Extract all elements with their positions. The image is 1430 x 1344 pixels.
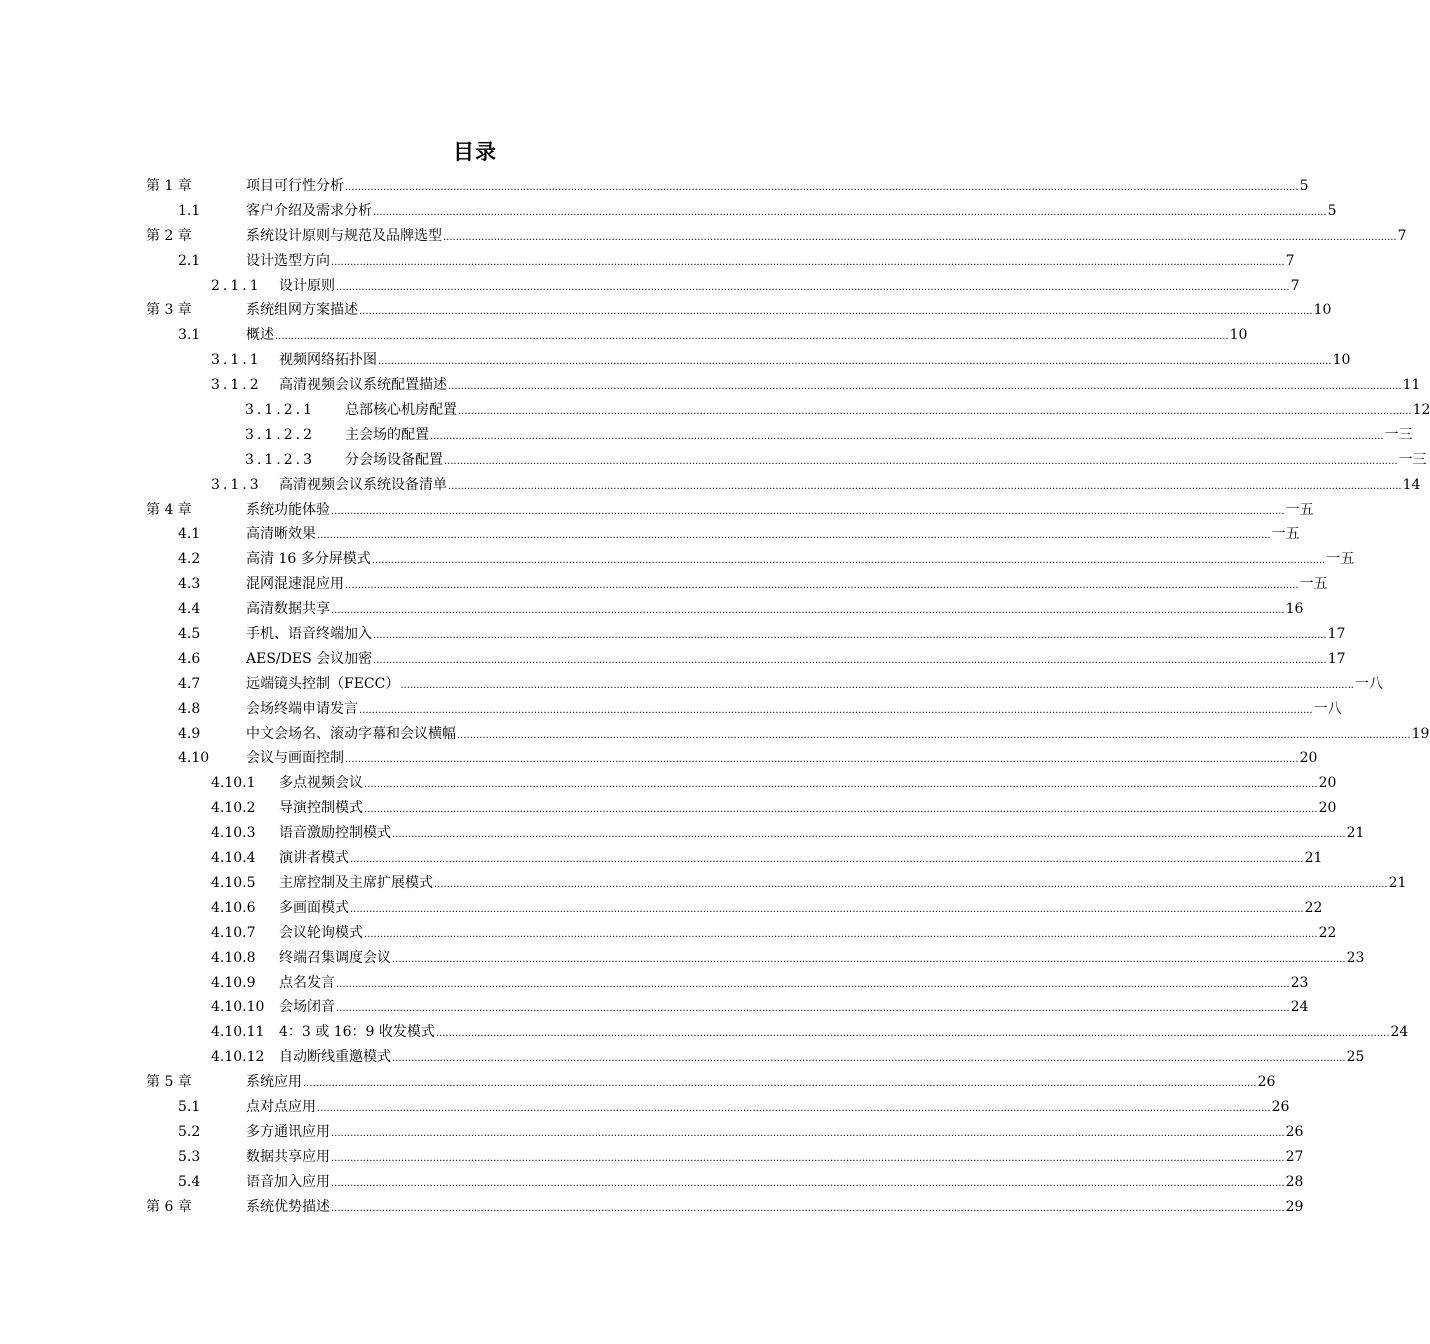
toc-entry-number: 2.1 (178, 252, 201, 269)
toc-entry-number: 5.2 (178, 1123, 201, 1140)
toc-entry-title: 项目可行性分析 (246, 178, 344, 194)
toc-entry-title: 系统优势描述 (246, 1198, 330, 1215)
toc-entry-page: 28 (1285, 1173, 1304, 1190)
toc-entry-number: 4.10.5 (211, 874, 256, 891)
dot-leader: ............................................................................................................................................................................................................................................................................................................ (458, 406, 1412, 418)
dot-leader: ............................................................................................................................................................................................................................................................................................................ (364, 804, 1318, 816)
dot-leader: ............................................................................................................................................................................................................................................................................................................ (350, 903, 1304, 915)
toc-entry-page: 17 (1327, 650, 1346, 667)
toc-entry[interactable] (0, 572, 1328, 597)
toc-entry-page: 17 (1327, 626, 1346, 643)
toc-entry[interactable] (0, 647, 1346, 672)
toc-entry-number: 4.10.4 (211, 850, 256, 867)
toc-entry-title: 语音加入应用 (246, 1173, 330, 1190)
dot-leader: ............................................................................................................................................................................................................................................................................................................ (336, 1003, 1290, 1015)
dot-leader: ............................................................................................................................................................................................................................................................................................................ (444, 455, 1398, 467)
dot-leader: ............................................................................................................................................................................................................................................................................................................ (345, 754, 1299, 766)
toc-entry-page: 7 (1290, 277, 1300, 294)
toc-entry-title: 高清数据共享 (246, 601, 330, 618)
dot-leader: ............................................................................................................................................................................................................................................................................................................ (443, 231, 1397, 243)
dot-leader: ............................................................................................................................................................................................................................................................................................................ (336, 978, 1290, 990)
toc-entry-line (246, 597, 1304, 624)
toc-entry-title: 会场闭音 (279, 999, 335, 1016)
toc-entry-page: 25 (1346, 1049, 1365, 1066)
toc-entry-number: 1.1 (178, 202, 201, 219)
toc-entry-page: 23 (1290, 974, 1309, 991)
toc-entry-title: 系统应用 (246, 1074, 302, 1091)
toc-entry-line (246, 522, 1300, 549)
toc-entry-title: 中文会场名、滚动字幕和会议横幅 (246, 725, 456, 742)
toc-entry[interactable] (0, 298, 1332, 323)
toc-entry-number: 4.3 (178, 576, 201, 593)
toc-entry-page: 一三 (1384, 426, 1413, 443)
toc-entry[interactable] (0, 498, 1314, 523)
toc-entry[interactable] (0, 423, 1413, 448)
dot-leader: ............................................................................................................................................................................................................................................................................................................ (364, 779, 1318, 791)
dot-leader: ............................................................................................................................................................................................................................................................................................................ (430, 430, 1384, 442)
toc-entry-line (345, 398, 1430, 425)
toc-entry-title: 高清 16 多分屏模式 (246, 551, 371, 568)
toc-entry-number: 3.1.2 (211, 377, 262, 394)
toc-entry[interactable] (0, 1195, 1304, 1220)
toc-entry-page: 一八 (1313, 700, 1342, 717)
dot-leader: ............................................................................................................................................................................................................................................................................................................ (331, 605, 1285, 617)
toc-entry-page: 21 (1388, 874, 1407, 891)
toc-entry-title: 客户介绍及需求分析 (246, 202, 372, 219)
toc-entry-line (279, 274, 1300, 301)
toc-entry-page: 一五 (1271, 526, 1300, 543)
toc-entry-number: 5.4 (178, 1173, 201, 1190)
toc-entry-line (279, 971, 1309, 998)
toc-entry[interactable] (0, 697, 1342, 722)
dot-leader: ............................................................................................................................................................................................................................................................................................................ (359, 306, 1313, 318)
toc-entry-line (246, 697, 1342, 724)
toc-entry-number: 4.10.7 (211, 924, 256, 941)
toc-entry[interactable] (0, 224, 1407, 249)
toc-entry-page: 5 (1299, 178, 1309, 194)
toc-entry-page: 一三 (1398, 451, 1427, 468)
toc-entry-title: 高清视频会议系统配置描述 (279, 377, 447, 394)
toc-entry-title: 点名发言 (279, 974, 335, 991)
toc-entry-number: 第 2 章 (146, 227, 192, 244)
toc-entry[interactable] (0, 473, 1421, 498)
dot-leader: ............................................................................................................................................................................................................................................................................................................ (371, 555, 1326, 567)
toc-entry-page: 27 (1285, 1148, 1304, 1165)
toc-entry-title: 自动断线重邀模式 (279, 1049, 391, 1066)
toc-entry-page: 10 (1313, 302, 1332, 319)
toc-entry-page: 7 (1285, 252, 1295, 269)
dot-leader: ............................................................................................................................................................................................................................................................................................................ (331, 1177, 1285, 1189)
dot-leader: ............................................................................................................................................................................................................................................................................................................ (331, 1152, 1285, 1164)
toc-entry[interactable] (0, 995, 1309, 1020)
toc-entry[interactable] (0, 672, 1383, 697)
dot-leader: ............................................................................................................................................................................................................................................................................................................ (345, 182, 1299, 193)
toc-entry-line (279, 846, 1323, 873)
toc-entry-page: 26 (1271, 1098, 1290, 1115)
toc-entry-line (279, 1020, 1409, 1047)
toc-entry-number: 4.4 (178, 601, 201, 618)
table-of-contents (0, 174, 1430, 1219)
toc-entry-line (246, 249, 1295, 276)
toc-entry[interactable] (0, 174, 1309, 199)
toc-entry-page: 一五 (1299, 576, 1328, 593)
dot-leader: ............................................................................................................................................................................................................................................................................................................ (350, 854, 1304, 866)
toc-entry-title: 概述 (246, 327, 274, 344)
toc-entry[interactable] (0, 547, 1355, 572)
dot-leader: ............................................................................................................................................................................................................................................................................................................ (359, 704, 1313, 716)
toc-entry-number: 4.9 (178, 725, 201, 742)
toc-entry[interactable] (0, 522, 1300, 547)
toc-entry-title: 语音激励控制模式 (279, 825, 391, 842)
dot-leader: ............................................................................................................................................................................................................................................................................................................ (317, 1102, 1271, 1114)
toc-entry[interactable] (0, 896, 1323, 921)
toc-entry-line (279, 373, 1421, 400)
dot-leader: ............................................................................................................................................................................................................................................................................................................ (392, 1053, 1346, 1065)
toc-entry-page: 19 (1411, 725, 1430, 742)
toc-entry-title: 总部核心机房配置 (345, 402, 457, 419)
toc-entry-number: 4.2 (178, 551, 201, 568)
toc-entry-line (246, 298, 1332, 325)
toc-entry-line (279, 473, 1421, 500)
toc-entry-number: 4.10.10 (211, 999, 265, 1016)
dot-leader: ............................................................................................................................................................................................................................................................................................................ (457, 729, 1411, 741)
dot-leader: ............................................................................................................................................................................................................................................................................................................ (373, 630, 1327, 642)
toc-entry-page: 20 (1318, 800, 1337, 817)
toc-entry-number: 3.1 (178, 327, 201, 344)
toc-entry[interactable] (0, 921, 1337, 946)
toc-entry-line (279, 821, 1365, 848)
toc-entry-title: 导演控制模式 (279, 800, 363, 817)
toc-entry-number: 4.6 (178, 650, 201, 667)
toc-entry-line (246, 672, 1383, 699)
toc-entry-number: 4.5 (178, 626, 201, 643)
toc-entry[interactable] (0, 348, 1351, 373)
dot-leader: ............................................................................................................................................................................................................................................................................................................ (392, 953, 1346, 965)
toc-entry-page: 23 (1346, 949, 1365, 966)
toc-entry-number: 第 1 章 (146, 178, 192, 194)
toc-entry-number: 3.1.1 (211, 352, 262, 369)
toc-entry[interactable] (0, 1095, 1290, 1120)
toc-entry[interactable] (0, 199, 1337, 224)
toc-entry-number: 4.1 (178, 526, 201, 543)
toc-entry-number: 4.10.12 (211, 1049, 265, 1066)
toc-entry-title: 系统组网方案描述 (246, 302, 358, 319)
toc-entry-number: 第 4 章 (146, 501, 192, 518)
toc-entry[interactable] (0, 323, 1248, 348)
toc-entry[interactable] (0, 871, 1407, 896)
toc-entry-title: 设计原则 (279, 277, 335, 294)
toc-entry-page: 24 (1290, 999, 1309, 1016)
dot-leader: ............................................................................................................................................................................................................................................................................................................ (303, 1078, 1257, 1090)
toc-entry-number: 4.10.2 (211, 800, 256, 817)
toc-entry-title: 多方通讯应用 (246, 1123, 330, 1140)
dot-leader: ............................................................................................................................................................................................................................................................................................................ (364, 928, 1318, 940)
toc-entry-title: 会议轮询模式 (279, 924, 363, 941)
toc-entry-page: 10 (1332, 352, 1351, 369)
toc-entry-line (279, 871, 1407, 898)
toc-entry-title: 会场终端申请发言 (246, 700, 358, 717)
toc-entry[interactable] (0, 846, 1323, 871)
dot-leader: ............................................................................................................................................................................................................................................................................................................ (392, 829, 1346, 841)
toc-entry-page: 21 (1346, 825, 1365, 842)
toc-entry-page: 21 (1304, 850, 1323, 867)
toc-entry-page: 一八 (1354, 675, 1383, 692)
toc-entry-number: 4.10.1 (211, 775, 256, 792)
toc-entry-line (246, 1095, 1290, 1122)
toc-entry-line (246, 547, 1355, 574)
dot-leader: ............................................................................................................................................................................................................................................................................................................ (434, 878, 1388, 890)
toc-entry-number: 5.1 (178, 1098, 201, 1115)
toc-entry-line (279, 946, 1365, 973)
toc-entry-line (246, 174, 1309, 201)
toc-entry[interactable] (0, 1145, 1304, 1170)
toc-entry[interactable] (0, 249, 1295, 274)
toc-entry-title: 4：3 或 16：9 收发模式 (279, 1024, 435, 1041)
dot-leader: ............................................................................................................................................................................................................................................................................................................ (435, 1028, 1390, 1040)
toc-entry-line (279, 771, 1337, 798)
toc-entry-page: 20 (1299, 750, 1318, 767)
toc-entry-title: 数据共享应用 (246, 1148, 330, 1165)
toc-entry-title: 点对点应用 (246, 1098, 316, 1115)
toc-entry-line (246, 722, 1430, 749)
toc-entry[interactable] (0, 946, 1365, 971)
toc-entry-title: 视频网络拓扑图 (279, 352, 377, 369)
toc-entry-title: 设计选型方向 (246, 252, 330, 269)
toc-entry-line (345, 423, 1413, 450)
toc-entry-line (279, 796, 1337, 823)
toc-entry[interactable] (0, 1020, 1409, 1045)
toc-entry-line (279, 348, 1351, 375)
toc-entry[interactable] (0, 373, 1421, 398)
toc-entry-number: 4.10.6 (211, 899, 256, 916)
toc-entry[interactable] (0, 771, 1337, 796)
toc-entry-page: 20 (1318, 775, 1337, 792)
toc-entry-number: 5.3 (178, 1148, 201, 1165)
page-title: 目录 (453, 140, 497, 164)
toc-entry-number: 4.10.8 (211, 949, 256, 966)
toc-entry-title: 会议与画面控制 (246, 750, 344, 767)
toc-entry[interactable] (0, 1045, 1365, 1070)
toc-entry[interactable] (0, 398, 1430, 423)
toc-entry-line (246, 199, 1337, 226)
toc-entry-title: 高清晰效果 (246, 526, 316, 543)
dot-leader: ............................................................................................................................................................................................................................................................................................................ (331, 256, 1285, 268)
toc-entry-number: 4.10.9 (211, 974, 256, 991)
toc-entry-page: 11 (1402, 377, 1421, 394)
dot-leader: ............................................................................................................................................................................................................................................................................................................ (373, 654, 1327, 666)
dot-leader: ............................................................................................................................................................................................................................................................................................................ (331, 1202, 1285, 1214)
toc-entry-line (279, 896, 1323, 923)
toc-entry[interactable] (0, 1070, 1276, 1095)
toc-entry[interactable] (0, 1120, 1304, 1145)
dot-leader: ............................................................................................................................................................................................................................................................................................................ (378, 356, 1332, 368)
dot-leader: ............................................................................................................................................................................................................................................................................................................ (317, 530, 1271, 542)
toc-entry-title: AES/DES 会议加密 (246, 650, 373, 667)
toc-entry-number: 第 5 章 (146, 1074, 192, 1091)
toc-entry-line (345, 448, 1427, 475)
toc-entry-line (246, 1120, 1304, 1147)
toc-entry-number: 4.10 (178, 750, 210, 767)
toc-entry[interactable] (0, 622, 1346, 647)
toc-entry-line (246, 1195, 1304, 1222)
dot-leader: ............................................................................................................................................................................................................................................................................................................ (448, 381, 1402, 393)
toc-entry[interactable] (0, 746, 1318, 771)
toc-entry-number: 3.1.2.2 (245, 426, 315, 443)
toc-entry-page: 26 (1257, 1074, 1276, 1091)
dot-leader: ............................................................................................................................................................................................................................................................................................................ (448, 480, 1402, 492)
toc-entry-page: 29 (1285, 1198, 1304, 1215)
toc-entry-number: 第 3 章 (146, 302, 192, 319)
toc-entry-title: 多画面模式 (279, 899, 349, 916)
toc-entry-title: 主席控制及主席扩展模式 (279, 874, 433, 891)
toc-entry[interactable] (0, 796, 1337, 821)
toc-entry-title: 演讲者模式 (279, 850, 349, 867)
toc-entry-title: 系统设计原则与规范及品牌选型 (246, 227, 442, 244)
toc-entry-page: 24 (1390, 1024, 1409, 1041)
toc-entry-page: 22 (1304, 899, 1323, 916)
toc-entry-line (279, 995, 1309, 1022)
toc-entry-line (246, 224, 1407, 251)
toc-entry-line (246, 1145, 1304, 1172)
toc-entry-line (246, 1170, 1304, 1197)
toc-entry-page: 16 (1285, 601, 1304, 618)
toc-entry-number: 4.7 (178, 675, 201, 692)
toc-entry-page: 一五 (1285, 501, 1314, 518)
toc-entry[interactable] (0, 821, 1365, 846)
toc-entry-page: 22 (1318, 924, 1337, 941)
toc-entry-page: 26 (1285, 1123, 1304, 1140)
toc-entry-line (246, 323, 1248, 350)
toc-entry-page: 5 (1327, 202, 1337, 219)
toc-entry-page: 一五 (1326, 551, 1355, 568)
toc-entry-line (246, 1070, 1276, 1097)
toc-entry-line (246, 647, 1346, 674)
toc-entry[interactable] (0, 597, 1304, 622)
toc-entry-title: 混网混速混应用 (246, 576, 344, 593)
toc-entry-title: 高清视频会议系统设备清单 (279, 476, 447, 493)
toc-entry-number: 3.1.2.3 (245, 451, 315, 468)
dot-leader: ............................................................................................................................................................................................................................................................................................................ (336, 281, 1290, 293)
toc-entry-page: 12 (1412, 402, 1430, 419)
toc-entry[interactable] (0, 971, 1309, 996)
dot-leader: ............................................................................................................................................................................................................................................................................................................ (331, 1127, 1285, 1139)
toc-entry-line (246, 498, 1314, 525)
toc-entry-line (279, 1045, 1365, 1072)
toc-entry-number: 4.10.3 (211, 825, 256, 842)
toc-entry-number: 4.10.11 (211, 1024, 265, 1041)
toc-entry-line (246, 746, 1318, 773)
dot-leader: ............................................................................................................................................................................................................................................................................................................ (331, 505, 1285, 517)
toc-entry-title: 主会场的配置 (345, 426, 429, 443)
toc-entry-title: 分会场设备配置 (345, 451, 443, 468)
toc-entry-title: 手机、语音终端加入 (246, 626, 372, 643)
toc-entry-number: 3.1.2.1 (245, 402, 315, 419)
toc-entry-page: 7 (1397, 227, 1407, 244)
dot-leader: ............................................................................................................................................................................................................................................................................................................ (400, 679, 1354, 691)
dot-leader: ............................................................................................................................................................................................................................................................................................................ (345, 580, 1299, 592)
toc-entry-line (279, 921, 1337, 948)
toc-entry-title: 多点视频会议 (279, 775, 363, 792)
toc-entry-number: 2.1.1 (211, 277, 262, 294)
toc-entry-page: 14 (1402, 476, 1421, 493)
toc-entry-number: 第 6 章 (146, 1198, 192, 1215)
toc-entry-title: 系统功能体验 (246, 501, 330, 518)
toc-entry-line (246, 622, 1346, 649)
toc-entry-title: 远端镜头控制（FECC） (246, 675, 400, 692)
toc-entry-line (246, 572, 1328, 599)
toc-entry[interactable] (0, 448, 1427, 473)
dot-leader: ............................................................................................................................................................................................................................................................................................................ (373, 206, 1327, 218)
toc-entry-page: 10 (1229, 327, 1248, 344)
toc-entry-number: 3.1.3 (211, 476, 262, 493)
toc-entry[interactable] (0, 722, 1430, 747)
toc-entry-title: 终端召集调度会议 (279, 949, 391, 966)
toc-entry[interactable] (0, 274, 1300, 299)
dot-leader: ............................................................................................................................................................................................................................................................................................................ (275, 331, 1229, 343)
toc-entry[interactable] (0, 1170, 1304, 1195)
toc-entry-number: 4.8 (178, 700, 201, 717)
